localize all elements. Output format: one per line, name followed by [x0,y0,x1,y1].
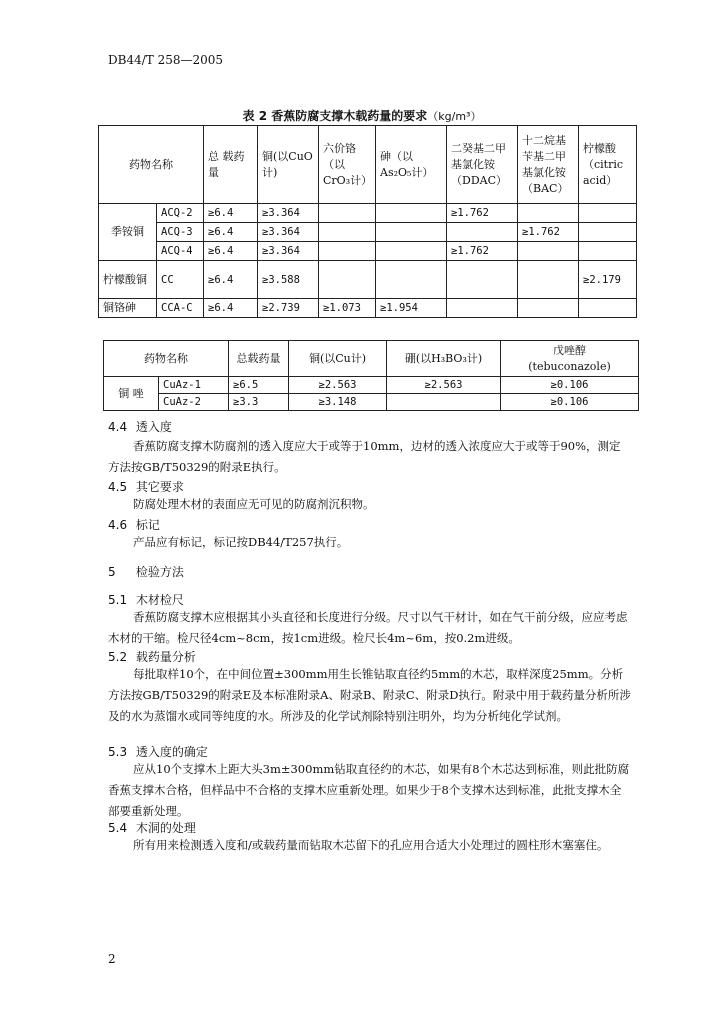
t2-header-ddac: 二癸基二甲基氯化铵（DDAC） [447,126,518,204]
t2-header-name: 药物名称 [99,126,204,204]
t2-group-acq: 季铵铜 [99,204,157,261]
table-cell: ≥6.5 [229,377,289,394]
section-number: 5.3 [108,745,128,759]
section-title: 标记 [135,518,160,532]
section-title: 木材检尺 [135,593,184,607]
table-2-caption [0,107,724,124]
table-cell: CuAz-2 [159,394,229,411]
table-2 [98,125,637,318]
table-cell [319,242,376,261]
table-cell [447,261,518,299]
section-5-heading [108,563,184,580]
table-cell [387,394,501,411]
t3-header-tebu-cn: 戊唑醇 [553,343,586,357]
section-number: 5.1 [108,593,128,607]
section-number: 4.4 [108,420,128,434]
table-cell: ACQ-3 [157,223,204,242]
t3-header-cu: 铜(以Cu计) [289,341,387,377]
section-number: 4.5 [108,480,128,494]
table-cell: ≥6.4 [204,223,258,242]
section-title: 木洞的处理 [135,821,196,835]
table-cell: ≥1.762 [447,242,518,261]
table-cell [518,242,579,261]
table-cell [579,223,637,242]
table-cell: ≥3.364 [258,204,319,223]
section-title: 透入度 [135,420,172,434]
section-4-6-heading [108,516,160,533]
table-cell [518,299,579,318]
section-title: 其它要求 [135,480,184,494]
section-4-4-heading [108,418,172,435]
table-2-title: 表 2 香蕉防腐支撑木载药量的要求 [242,109,428,123]
t3-header-tebu-en: (tebuconazole) [528,359,611,373]
table-cell [319,223,376,242]
table-cell [579,242,637,261]
section-title: 载药量分析 [135,650,196,664]
table-cell: ≥3.364 [258,242,319,261]
table-cell: ≥0.106 [501,394,639,411]
section-title: 透入度的确定 [135,745,208,759]
table-cell [376,242,447,261]
table-cell: ACQ-2 [157,204,204,223]
table-cell: ≥6.4 [204,204,258,223]
table-cell: ACQ-4 [157,242,204,261]
table-3 [103,340,639,411]
section-title: 检验方法 [135,565,184,579]
table-cell: CCA-C [157,299,204,318]
t2-header-cr: 六价铬（以CrO₃计） [319,126,376,204]
table-cell: ≥0.106 [501,377,639,394]
section-5-2-heading [108,648,196,665]
t2-group-cca: 铜铬砷 [99,299,157,318]
page-number: 2 [108,952,116,966]
table-cell: ≥6.4 [204,242,258,261]
table-cell: ≥3.3 [229,394,289,411]
section-4-4-body: 香蕉防腐支撑木防腐剂的透入度应大于或等于10mm，边材的透入浓度应大于或等于90%，测定方法按GB/T50329的附录E执行。 [108,439,621,474]
t2-header-bac: 十二烷基苄基二甲基氯化铵（BAC） [518,126,579,204]
t3-header-total: 总载药量 [229,341,289,377]
t3-header-boron: 硼(以H₃BO₃计) [387,341,501,377]
t2-header-cu: 铜(以CuO计) [258,126,319,204]
section-4-6-body: 产品应有标记，标记按DB44/T257执行。 [133,535,349,549]
section-5-3-heading [108,743,208,760]
section-5-1-heading [108,591,184,608]
table-cell: CuAz-1 [159,377,229,394]
table-cell: ≥2.563 [289,377,387,394]
table-cell: ≥1.073 [319,299,376,318]
document-code: DB44/T 258—2005 [108,53,224,67]
section-5-1-body: 香蕉防腐支撑木应根据其小头直径和长度进行分级。尺寸以气干材计，如在气干前分级，应应考虑木材的干缩。检尺径4cm~8cm，按1cm进级。检尺长4m~6m，按0.2m进级。 [108,610,628,645]
table-cell [376,223,447,242]
table-cell: ≥2.739 [258,299,319,318]
section-number: 4.6 [108,518,128,532]
section-5-2-body: 每批取样10个，在中间位置±300mm用生长锥钻取直径约5mm的木芯，取样深度25mm。分析方法按GB/T50329的附录E及本标准附录A、附录B、附录C、附录D执行。附录中用于载药量分析所涉及的水为蒸馏水或同等纯度的水。所涉及的化学试剂除特别注明外，均为分析纯化学试剂。 [108,667,631,723]
table-cell: ≥2.179 [579,261,637,299]
section-4-5-heading [108,478,184,495]
table-cell [518,204,579,223]
t2-header-as: 砷（以As₂O₅计） [376,126,447,204]
t3-header-name: 药物名称 [104,341,229,377]
t3-group-cuaz: 铜 唑 [104,377,159,411]
table-cell: ≥1.954 [376,299,447,318]
table-cell [518,261,579,299]
section-5-3-body: 应从10个支撑木上距大头3m±300mm钻取直径约的木芯，如果有8个木芯达到标准，则此批防腐香蕉支撑木合格，但样品中不合格的支撑木应重新处理。如果少于8个支撑木达到标准，此批支撑木全部要重新处理。 [108,762,630,818]
section-number: 5.2 [108,650,128,664]
section-5-4-heading [108,819,196,836]
table-cell [319,204,376,223]
table-cell: ≥3.148 [289,394,387,411]
table-cell: ≥2.563 [387,377,501,394]
section-number: 5.4 [108,821,128,835]
section-number: 5 [108,565,116,579]
table-2-unit: （kg/m³） [427,110,482,123]
section-4-5-body: 防腐处理木材的表面应无可见的防腐剂沉积物。 [133,497,375,511]
t2-header-citric: 柠檬酸（citric acid） [579,126,637,204]
table-cell: ≥1.762 [447,204,518,223]
table-cell [376,204,447,223]
table-cell [376,261,447,299]
table-cell: ≥3.588 [258,261,319,299]
t3-header-tebuconazole [501,341,639,377]
table-cell: ≥6.4 [204,261,258,299]
table-cell [447,299,518,318]
t2-group-cc: 柠檬酸铜 [99,261,157,299]
table-cell [579,299,637,318]
table-cell: ≥3.364 [258,223,319,242]
section-5-4-body: 所有用来检测透入度和/或载药量而钻取木芯留下的孔应用合适大小处理过的圆柱形木塞塞住。 [133,838,609,852]
table-cell: ≥1.762 [518,223,579,242]
table-cell [447,223,518,242]
table-cell [319,261,376,299]
table-cell: CC [157,261,204,299]
table-cell: ≥6.4 [204,299,258,318]
t2-header-total: 总 载药量 [204,126,258,204]
table-cell [579,204,637,223]
